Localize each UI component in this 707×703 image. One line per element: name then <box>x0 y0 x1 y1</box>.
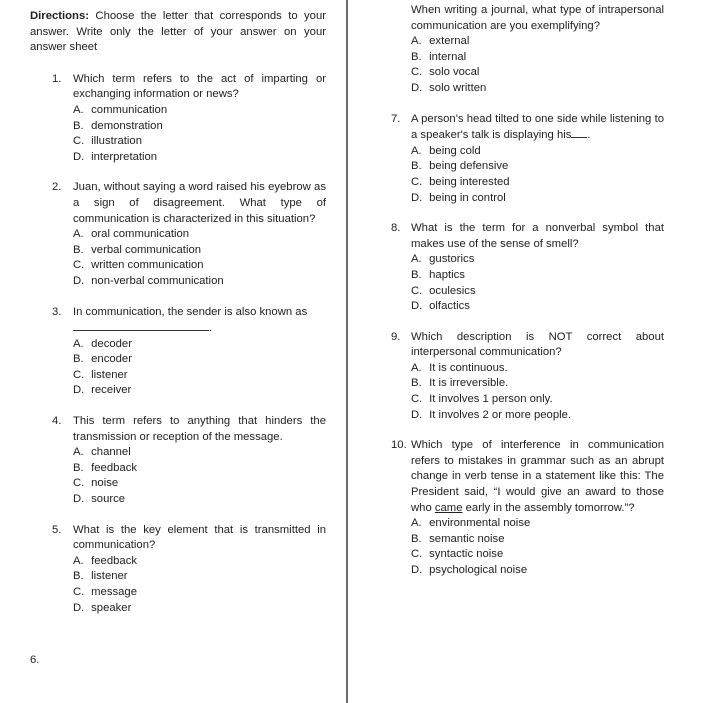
options-list <box>73 103 326 165</box>
question-6-number: 6. <box>30 654 40 666</box>
option-b: B. demonstration <box>73 119 163 132</box>
left-column <box>30 9 326 631</box>
options-list <box>411 361 664 423</box>
question-7 <box>389 112 664 207</box>
options-list <box>73 337 326 399</box>
options-list <box>411 144 664 206</box>
option-b: B. feedback <box>73 461 137 474</box>
question-number: 1. <box>52 72 62 85</box>
question-number: 5. <box>52 523 62 536</box>
question-number: 10. <box>391 439 407 452</box>
directions <box>30 9 326 56</box>
option-a: A. gustorics <box>411 253 475 266</box>
option-c: C. noise <box>73 477 119 490</box>
directions-text: Choose the letter that corresponds to your answer. Write only the letter of your answer on your answer sheet <box>30 10 326 54</box>
column-divider <box>346 0 348 703</box>
question-number: 2. <box>52 181 62 194</box>
question-stem: In communication, the sender is also known as. <box>73 305 308 335</box>
question-stem: This term refers to anything that hinders the transmission or reception of the message. <box>73 415 326 443</box>
question-stem: Which type of interference in communication refers to mistakes in grammar such as an abrupt change in verb tense in a statement like this: The President said, “I would give an award to those who came early in the assembly tomorrow.”? <box>411 439 664 514</box>
question-8 <box>389 221 664 315</box>
directions-label: Directions: <box>30 10 90 22</box>
option-d: D. receiver <box>73 384 132 397</box>
option-b: B. haptics <box>411 268 465 281</box>
option-a: A. communication <box>73 103 168 116</box>
question-number: 9. <box>391 330 401 343</box>
options-list <box>411 516 664 578</box>
question-number: 4. <box>52 415 62 428</box>
option-d: D. being in control <box>411 191 506 204</box>
option-b: B. internal <box>411 50 467 63</box>
question-number: 3. <box>52 305 62 318</box>
options-list <box>73 445 326 507</box>
question-stem: When writing a journal, what type of intrapersonal communication are you exemplifying? <box>411 4 664 32</box>
option-a: A. It is continuous. <box>411 361 508 374</box>
options-list <box>411 252 664 314</box>
question-stem: What is the term for a nonverbal symbol that makes use of the sense of smell? <box>411 222 664 250</box>
option-a: A. external <box>411 35 470 48</box>
option-d: D. non-verbal communication <box>73 274 224 287</box>
options-list <box>73 554 326 616</box>
question-number: 7. <box>391 112 401 125</box>
answer-blank <box>571 127 587 138</box>
option-a: A. channel <box>73 446 131 459</box>
question-9 <box>389 330 664 424</box>
question-stem: What is the key element that is transmitted in communication? <box>73 523 326 552</box>
option-b: B. semantic noise <box>411 532 505 545</box>
question-5 <box>30 523 326 617</box>
option-c: C. solo vocal <box>411 66 480 79</box>
option-c: C. illustration <box>73 135 142 148</box>
question-1 <box>30 72 326 166</box>
question-10 <box>389 438 664 578</box>
option-d: D. It involves 2 or more people. <box>411 408 572 421</box>
question-4 <box>30 414 326 508</box>
option-c: C. being interested <box>411 175 510 188</box>
option-a: A. being cold <box>411 144 481 157</box>
option-a: A. feedback <box>73 554 137 567</box>
option-c: C. syntactic noise <box>411 548 504 561</box>
question-3 <box>30 305 326 400</box>
option-b: B. listener <box>73 570 128 583</box>
answer-blank <box>73 320 209 331</box>
option-d: D. interpretation <box>73 150 158 163</box>
underlined-word: came <box>434 501 463 514</box>
option-b: B. being defensive <box>411 160 509 173</box>
option-a: A. decoder <box>73 337 132 350</box>
option-b: B. It is irreversible. <box>411 377 509 390</box>
option-c: C. written communication <box>73 259 204 272</box>
option-c: C. oculesics <box>411 284 476 297</box>
right-column <box>389 3 664 594</box>
option-a: A. environmental noise <box>411 517 531 530</box>
question-stem: Which term refers to the act of imparting or exchanging information or news? <box>73 72 326 101</box>
option-d: D. olfactics <box>411 300 470 313</box>
question-stem: Which description is NOT correct about interpersonal communication? <box>411 330 664 359</box>
option-d: D. solo written <box>411 81 487 94</box>
option-b: B. verbal communication <box>73 243 202 256</box>
option-c: C. listener <box>73 368 128 381</box>
question-number: 8. <box>391 222 401 235</box>
question-stem: A person's head tilted to one side while listening to a speaker's talk is displaying his . <box>411 112 664 142</box>
option-d: D. speaker <box>73 601 132 614</box>
question-stem: Juan, without saying a word raised his eyebrow as a sign of disagreement. What type of communication is characterized in this situation? <box>73 181 326 225</box>
option-c: C. It involves 1 person only. <box>411 393 553 406</box>
options-list <box>411 34 664 96</box>
option-b: B. encoder <box>73 353 132 366</box>
question-6-continued <box>389 3 664 97</box>
option-c: C. message <box>73 586 137 598</box>
option-d: D. psychological noise <box>411 564 528 576</box>
option-d: D. source <box>73 493 126 506</box>
option-a: A. oral communication <box>73 228 190 241</box>
question-2 <box>30 180 326 289</box>
options-list <box>73 227 326 289</box>
